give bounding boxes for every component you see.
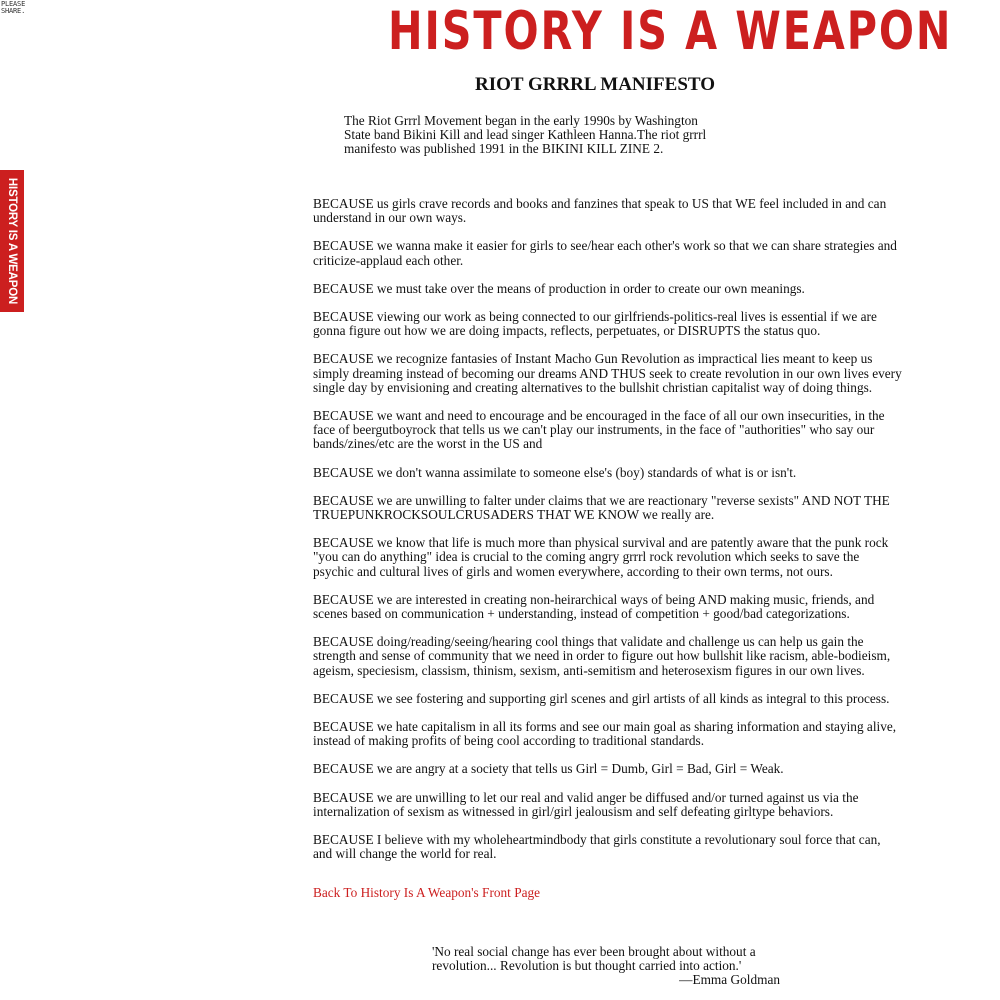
manifesto-paragraph: BECAUSE we are angry at a society that tells us Girl = Dumb, Girl = Bad, Girl = Weak. (313, 761, 784, 777)
manifesto-paragraph: BECAUSE we hate capitalism in all its forms and see our main goal as sharing information and staying alive, instead of making profits of being cool according to traditional standards. (313, 719, 897, 749)
share-tag-line-1: PLEASE (1, 0, 26, 8)
manifesto-paragraph: BECAUSE I believe with my wholeheartmindbody that girls constitute a revolutionary soul force that can, and will change the world for real. (313, 832, 881, 862)
manifesto-paragraph: BECAUSE we see fostering and supporting girl scenes and girl artists of all kinds as integral to this process. (313, 690, 890, 706)
back-to-front-page-link[interactable]: Back To History Is A Weapon's Front Page (313, 885, 541, 900)
manifesto-paragraph: BECAUSE we must take over the means of production in order to create our own meanings. (313, 280, 805, 296)
quote-text: 'No real social change has ever been brought about without a revolution... Revolution is but thought carried into action.' (432, 944, 756, 974)
quote-block (432, 945, 782, 988)
manifesto-paragraph: BECAUSE we are interested in creating non-heirarchical ways of being AND making music, friends, and scenes based on communication + understanding, instead of competition + good/bad categorizations. (313, 591, 875, 622)
manifesto-body (313, 197, 903, 876)
page-title: RIOT GRRRL MANIFESTO (474, 74, 715, 95)
manifesto-paragraph: BECAUSE we recognize fantasies of Instant Macho Gun Revolution as impractical lies meant to keep us simply dreaming instead of becoming our dreams AND THUS seek to create revolution in our own lives every single day by envisioning and creating alternatives to the bullshit christian capitalist way of doing things. (313, 351, 902, 395)
manifesto-paragraph: BECAUSE we are unwilling to let our real and valid anger be diffused and/or turned against us via the internalization of sexism as witnessed in girl/girl jealousism and self defeating girltype behaviors. (313, 789, 859, 819)
manifesto-paragraph: BECAUSE we are unwilling to falter under claims that we are reactionary "reverse sexists" AND NOT THE TRUEPUNKROCKSOULCRUSADERS THAT WE KNOW we really are. (313, 492, 890, 523)
site-banner-logo[interactable]: HISTORY IS A WEAPON (388, 1, 953, 62)
manifesto-paragraph: BECAUSE doing/reading/seeing/hearing cool things that validate and challenge us can help us gain the strength and sense of community that we need in order to figure out how bullshit like racism, able-bodieism, ageism, speciesism, classism, thinism, sexism, anti-semitism and heterosexism figures in our own lives. (313, 634, 891, 678)
manifesto-paragraph: BECAUSE we don't wanna assimilate to someone else's (boy) standards of what is or isn't. (313, 464, 797, 480)
manifesto-paragraph: BECAUSE us girls crave records and books and fanzines that speak to US that WE feel included in and can understand in our own ways. (313, 196, 887, 226)
please-share-tag[interactable] (1, 1, 25, 15)
manifesto-paragraph: BECAUSE viewing our work as being connected to our girlfriends-politics-real lives is essential if we are gonna figure out how we are doing impacts, reflects, perpetuates, or DISRUPTS the status quo. (313, 309, 877, 339)
side-tab-label: HISTORY IS A WEAPON (6, 177, 19, 305)
share-tag-line-2: SHARE. (1, 7, 26, 15)
quote-attribution: —Emma Goldman (679, 972, 780, 988)
side-tab-history-is-a-weapon[interactable] (0, 170, 24, 312)
intro-paragraph: The Riot Grrrl Movement began in the early 1990s by Washington State band Bikini Kill and lead singer Kathleen Hanna.The riot grrrl manifesto was published 1991 in the BIKINI KILL ZINE 2. (344, 113, 707, 157)
manifesto-paragraph: BECAUSE we wanna make it easier for girls to see/hear each other's work so that we can share strategies and criticize-applaud each other. (313, 238, 897, 268)
manifesto-paragraph: BECAUSE we know that life is much more than physical survival and are patently aware that the punk rock "you can do anything" idea is crucial to the coming angry grrrl rock revolution which seeks to save the psychic and cultural lives of girls and women everywhere, according to their own terms, not ours. (313, 535, 889, 579)
manifesto-paragraph: BECAUSE we want and need to encourage and be encouraged in the face of all our own insecurities, in the face of beergutboyrock that tells us we can't play our instruments, in the face of "authorities" who say our bands/zines/etc are the worst in the US and (313, 408, 885, 452)
